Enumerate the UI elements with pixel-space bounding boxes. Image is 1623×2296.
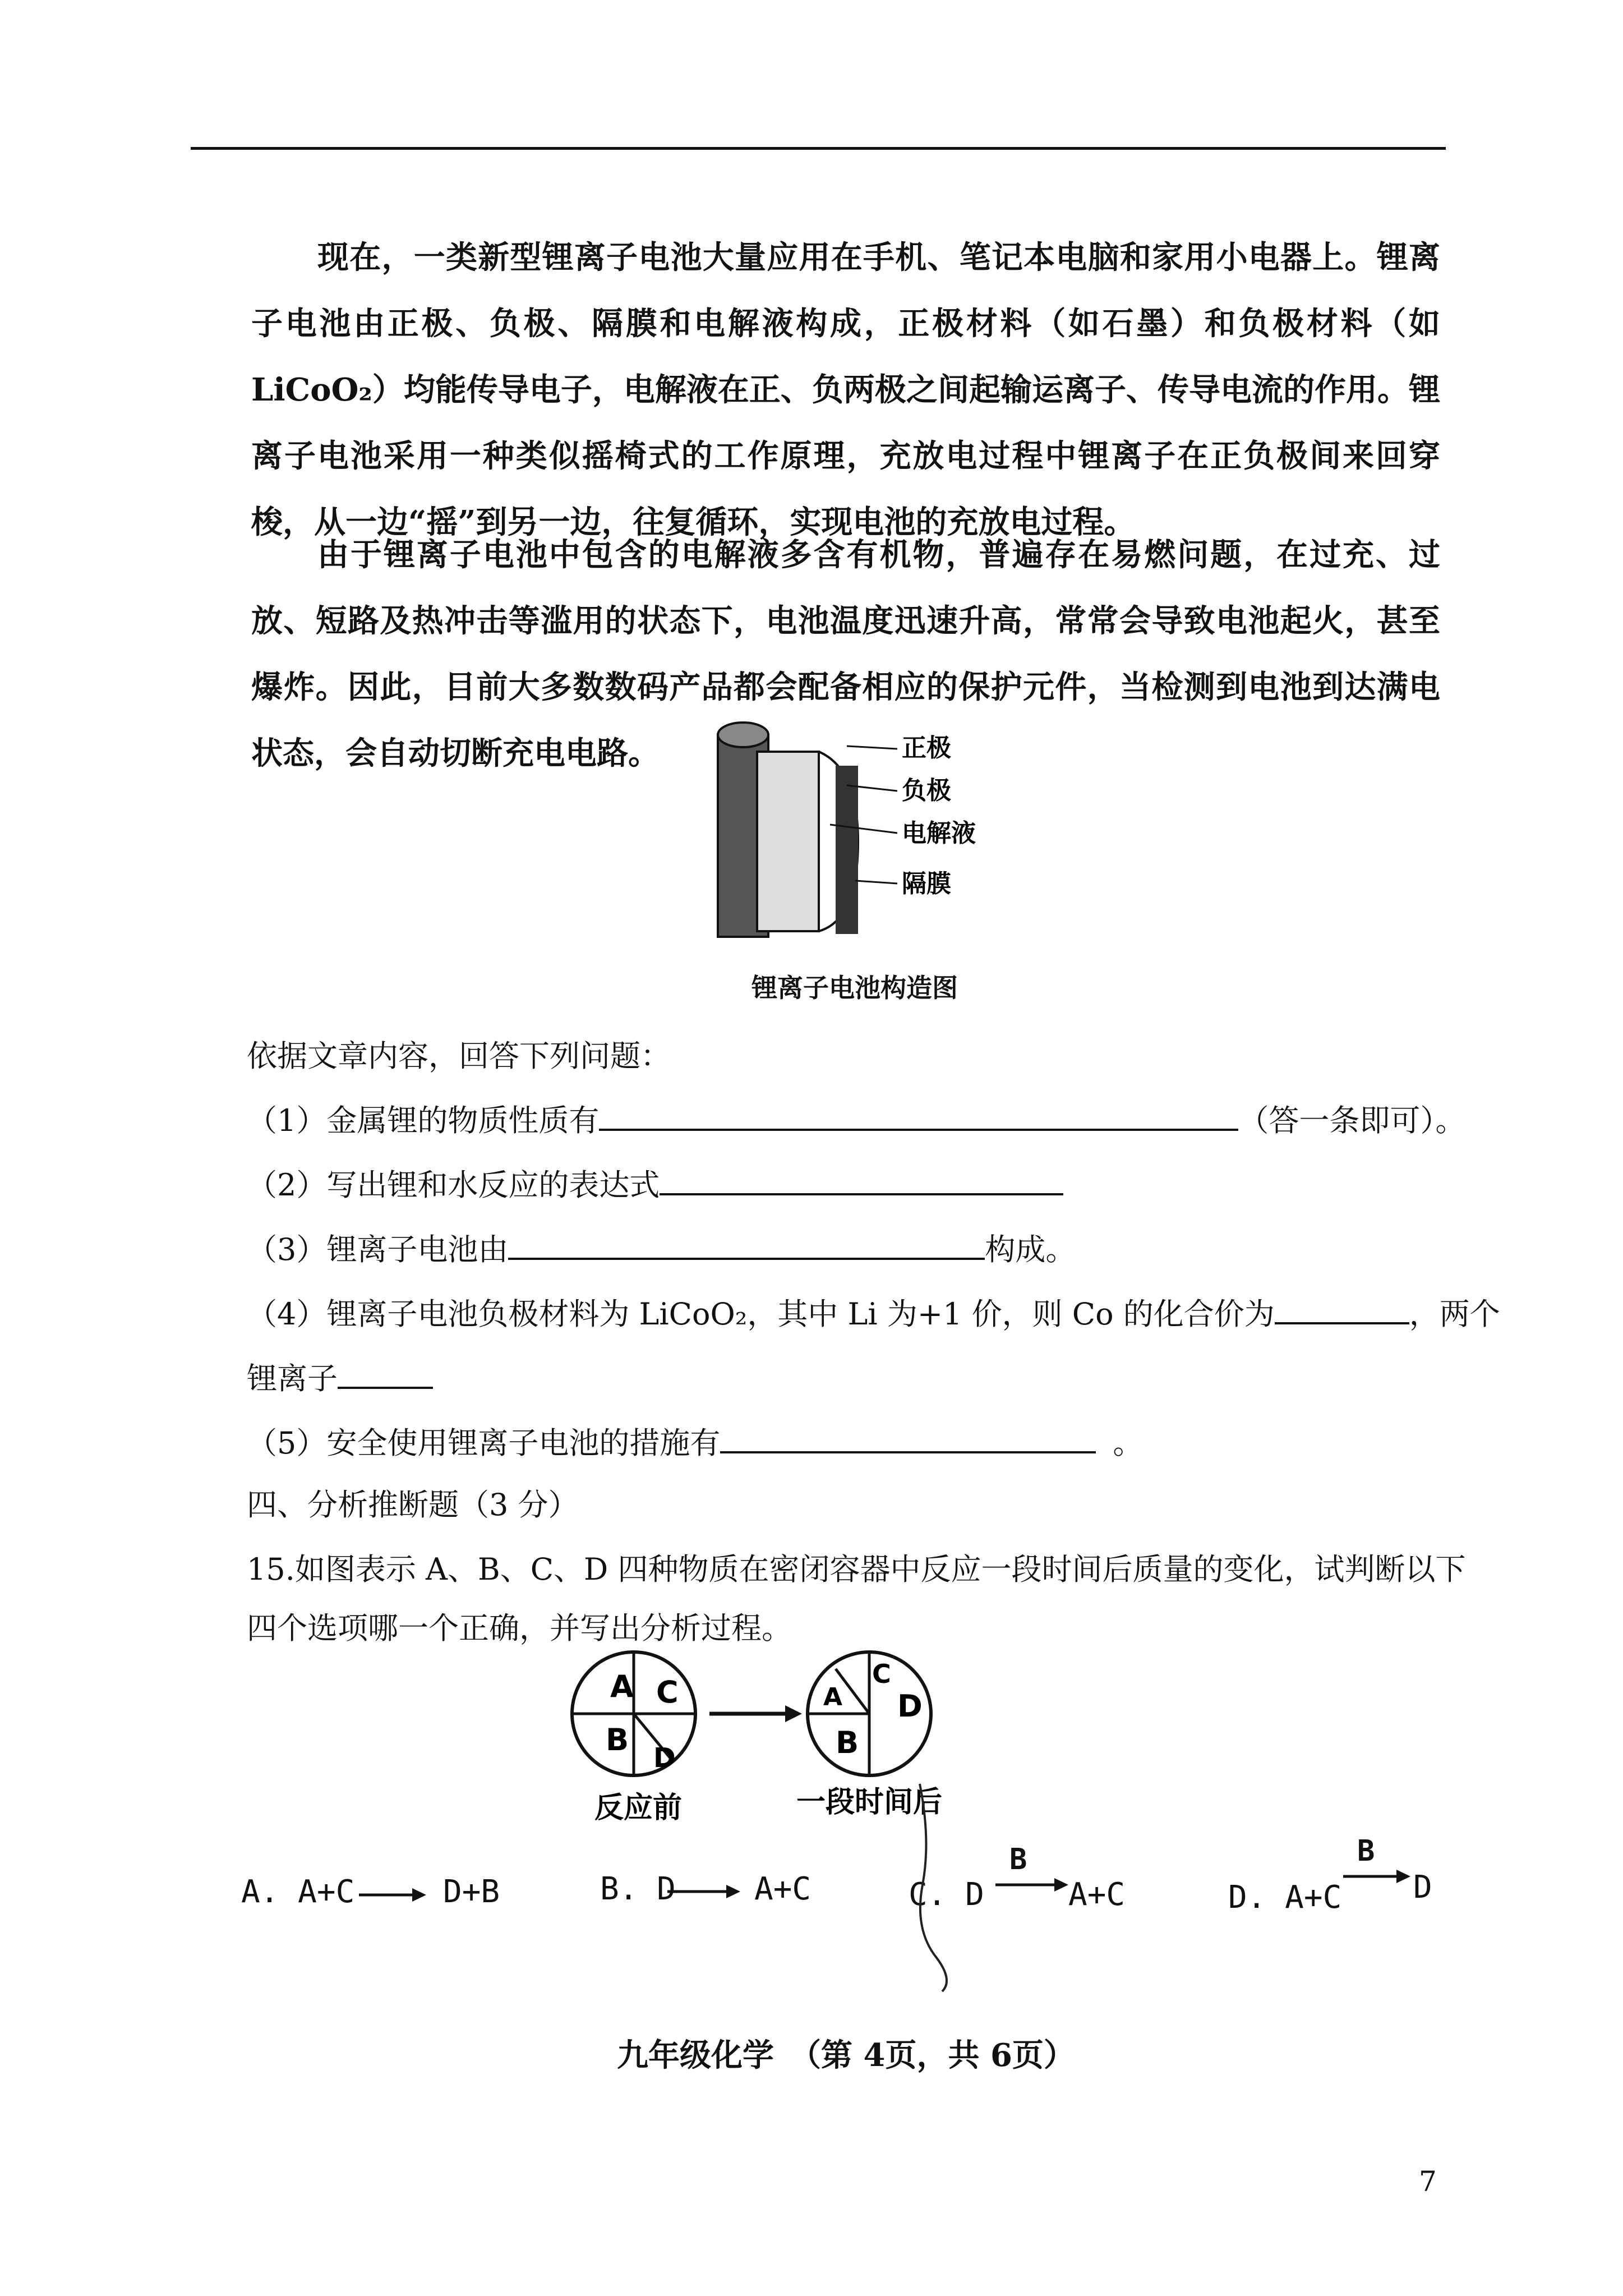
q1-text: （1）金属锂的物质性质有: [247, 1103, 600, 1138]
before-B: B: [606, 1722, 629, 1757]
q4-line2-text: 锂离子: [247, 1361, 338, 1396]
q3-suffix: 构成。: [985, 1232, 1076, 1267]
after-D: D: [897, 1688, 923, 1724]
before-D: D: [653, 1742, 676, 1774]
option-c-label: C.: [909, 1876, 947, 1913]
q5-suffix: 。: [1113, 1425, 1144, 1461]
option-d-label: D.: [1228, 1879, 1266, 1916]
q1-answer-blank[interactable]: [599, 1104, 1238, 1131]
after-B: B: [836, 1725, 859, 1760]
battery-structure-diagram: [695, 712, 1009, 959]
label-positive: 正极: [902, 734, 951, 762]
article-paragraph-1: 现在，一类新型锂离子电池大量应用在手机、笔记本电脑和家用小电器上。锂离子电池由正极、负极、隔膜和电解液构成，正极材料（如石墨）和负极材料（如LiCoO₂）均能传导电子，电解液在正、负两极之间起输运离子、传导电流的作用。锂离子电池采用一种类似摇椅式的工作原理，充放电过程中锂离子在正负极间来回穿梭，从一边“摇”到另一边，往复循环，实现电池的充放电过程。: [251, 239, 1440, 541]
page-footer: 九年级化学 （第 4页，共 6页）: [617, 2037, 1075, 2074]
option-a-arrow: [359, 1884, 426, 1906]
option-d[interactable]: [1228, 1879, 1341, 1916]
option-b-label: B.: [600, 1871, 638, 1907]
option-b-products: A+C: [754, 1871, 811, 1907]
electrode-sheet: [836, 766, 858, 934]
option-a[interactable]: [241, 1874, 354, 1910]
option-a-products: D+B: [443, 1874, 500, 1910]
question-4-line2: [247, 1355, 433, 1398]
option-a-label: A.: [241, 1874, 279, 1910]
option-d-arrow: [1343, 1865, 1410, 1888]
option-d-reactants: A+C: [1285, 1879, 1342, 1916]
page-number: 7: [1419, 2165, 1437, 2198]
question-2: [247, 1161, 1063, 1204]
question-5: [247, 1419, 1143, 1462]
q2-answer-blank[interactable]: [660, 1168, 1063, 1195]
option-d-catalyst: B: [1357, 1834, 1375, 1868]
article-paragraph-2: 由于锂离子电池中包含的电解液多含有机物，普遍存在易燃问题，在过充、过放、短路及热冲击等滥用的状态下，电池温度迅速升高，常常会导致电池起火，甚至爆炸。因此，目前大多数数码产品都会配备相应的保护元件，当检测到电池到达满电状态，会自动切断充电电路。: [251, 536, 1440, 772]
after-label: 一段时间后: [796, 1785, 943, 1819]
before-C: C: [656, 1674, 679, 1710]
question-15-line1: 15.如图表示 A、B、C、D 四种物质在密闭容器中反应一段时间后质量的变化，试判断以下: [247, 1552, 1466, 1587]
question-3: [247, 1226, 1076, 1269]
option-a-reactants: A+C: [298, 1874, 355, 1910]
q3-text: （3）锂离子电池由: [247, 1232, 509, 1267]
handwritten-pen-mark: [897, 1773, 976, 1997]
q4-suffix: ，两个: [1409, 1296, 1500, 1332]
label-separator: 隔膜: [902, 869, 951, 898]
option-d-products: D: [1413, 1869, 1432, 1906]
q1-suffix: （答一条即可）。: [1238, 1103, 1466, 1138]
before-A: A: [610, 1669, 634, 1704]
question-4: [247, 1290, 1500, 1333]
q4-answer-blank[interactable]: [1275, 1297, 1409, 1324]
q4-text: （4）锂离子电池负极材料为 LiCoO₂，其中 Li 为+1 价，则 Co 的化合价为: [247, 1296, 1275, 1332]
q4-ion-blank[interactable]: [338, 1362, 433, 1389]
q3-answer-blank[interactable]: [508, 1233, 985, 1260]
option-c-reactants: D: [965, 1876, 984, 1913]
label-negative: 负极: [902, 776, 951, 805]
option-b[interactable]: [600, 1871, 676, 1907]
q2-text: （2）写出锂和水反应的表达式: [247, 1167, 660, 1203]
label-electrolyte: 电解液: [902, 819, 976, 848]
option-b-arrow: [667, 1880, 740, 1903]
before-label: 反应前: [594, 1791, 683, 1825]
q5-answer-blank[interactable]: [720, 1427, 1096, 1453]
option-c-catalyst: B: [1009, 1843, 1027, 1876]
battery-top: [718, 723, 768, 747]
after-A: A: [823, 1683, 843, 1711]
question-15-line2: 四个选项哪一个正确，并写出分析过程。: [247, 1611, 792, 1646]
after-C: C: [872, 1659, 891, 1689]
q5-text: （5）安全使用锂离子电池的措施有: [247, 1425, 721, 1461]
questions-intro: 依据文章内容，回答下列问题：: [247, 1038, 671, 1074]
option-b-reactants: D: [657, 1871, 676, 1907]
option-c-arrow: [995, 1874, 1068, 1896]
section-4-title: 四、分析推断题（3 分）: [247, 1487, 579, 1522]
battery-figure-caption: 锂离子电池构造图: [751, 973, 958, 1003]
question-1: [247, 1097, 1465, 1140]
option-c-products: A+C: [1068, 1876, 1126, 1913]
battery-inner-roll: [757, 752, 819, 931]
top-rule: [191, 147, 1446, 150]
